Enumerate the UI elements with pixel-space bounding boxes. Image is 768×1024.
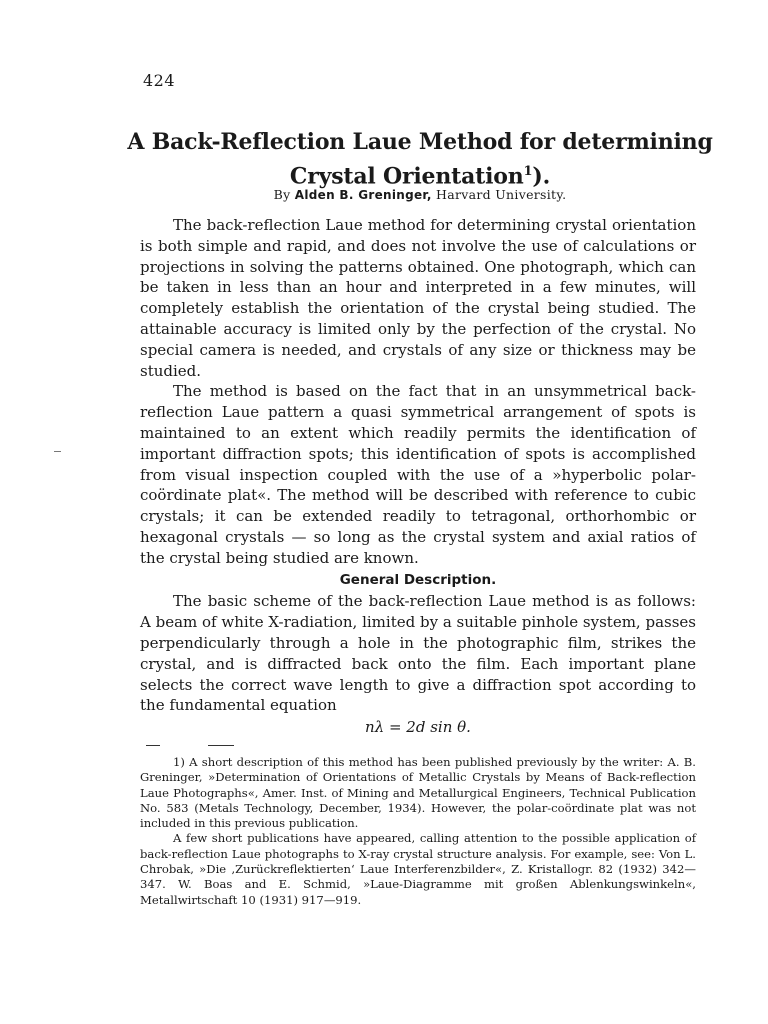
title-line-2-end: ). xyxy=(532,163,551,190)
bragg-equation: nλ = 2d sin θ. xyxy=(365,718,471,736)
section-heading: General Description. xyxy=(339,571,497,588)
article-title xyxy=(120,128,720,191)
title-line-1: A Back-Reflection Laue Method for determining xyxy=(127,129,713,155)
title-footnote-mark[interactable]: 1 xyxy=(523,164,533,179)
footnote-rule xyxy=(208,745,234,746)
byline xyxy=(120,187,720,202)
author-name: Alden B. Greninger, xyxy=(294,188,432,202)
section-paragraph: The basic scheme of the back-reflection Laue method is as follows: A beam of white X-radiation, limited by a suitable pinhole system, passes perpendicularly through a hole in the photographic film, strikes the crystal, and is diffracted back onto the film. Each important plane selects the correct wave length to give a diffraction spot according to the fundamental equation xyxy=(140,592,696,715)
page-number: 424 xyxy=(143,71,176,90)
footnote-1: 1) A short description of this method has been published previously by the writer: A. B. Greninger, »Determination of Orientations of Metallic Crystals by Means of Back-reflection Laue Photographs«, Amer. Inst. of Mining and Metallurgical Engineers, Technical Publication No. 583 (Metals Technology, December, 1934). However, the polar-coördinate plat was not included in this previous publication. xyxy=(140,755,696,831)
article-body xyxy=(140,215,696,716)
margin-mark xyxy=(54,451,61,452)
footnote-rule-short xyxy=(146,745,160,746)
body-paragraph: The back-reflection Laue method for determining crystal orientation is both simple and rapid, and does not involve the use of calculations or projections in solving the patterns obtained. One photograph, which can be taken in less than an hour and interpreted in a few minutes, will completely establish the orientation of the crystal being studied. The attainable accuracy is limited only by the perfection of the crystal. No special camera is needed, and crystals of any size or thickness may be studied. xyxy=(140,216,696,380)
title-line-2: Crystal Orientation xyxy=(289,163,524,190)
author-affiliation: Harvard University. xyxy=(436,187,567,202)
footnotes xyxy=(140,755,696,908)
body-paragraph: The method is based on the fact that in an unsymmetrical back-reflection Laue pattern a quasi symmetrical arrangement of spots is maintained to an extent which readily permits the identification of important diffraction spots; this identification of spots is accomplished from visual inspection coupled with the use of a »hyperbolic polar-coördinate plat«. The method will be described with reference to cubic crystals; it can be extended readily to tetragonal, orthorhombic or hexagonal crystals — so long as the crystal system and axial ratios of the crystal being studied are known. xyxy=(140,382,696,567)
byline-prefix: By xyxy=(273,187,291,202)
footnote-2: A few short publications have appeared, calling attention to the possible application of back-reflection Laue photographs to X-ray crystal structure analysis. For example, see: Von L. Chrobak, »Die ‚Zurückreflektierten‘ Laue Interferenzbilder«, Z. Kristallogr. 82 (1932) 342—347. W. Boas and E. Schmid, »Laue-Diagramme mit großen Ablenkungswinkeln«, Metallwirtschaft 10 (1931) 917—919. xyxy=(140,831,696,907)
